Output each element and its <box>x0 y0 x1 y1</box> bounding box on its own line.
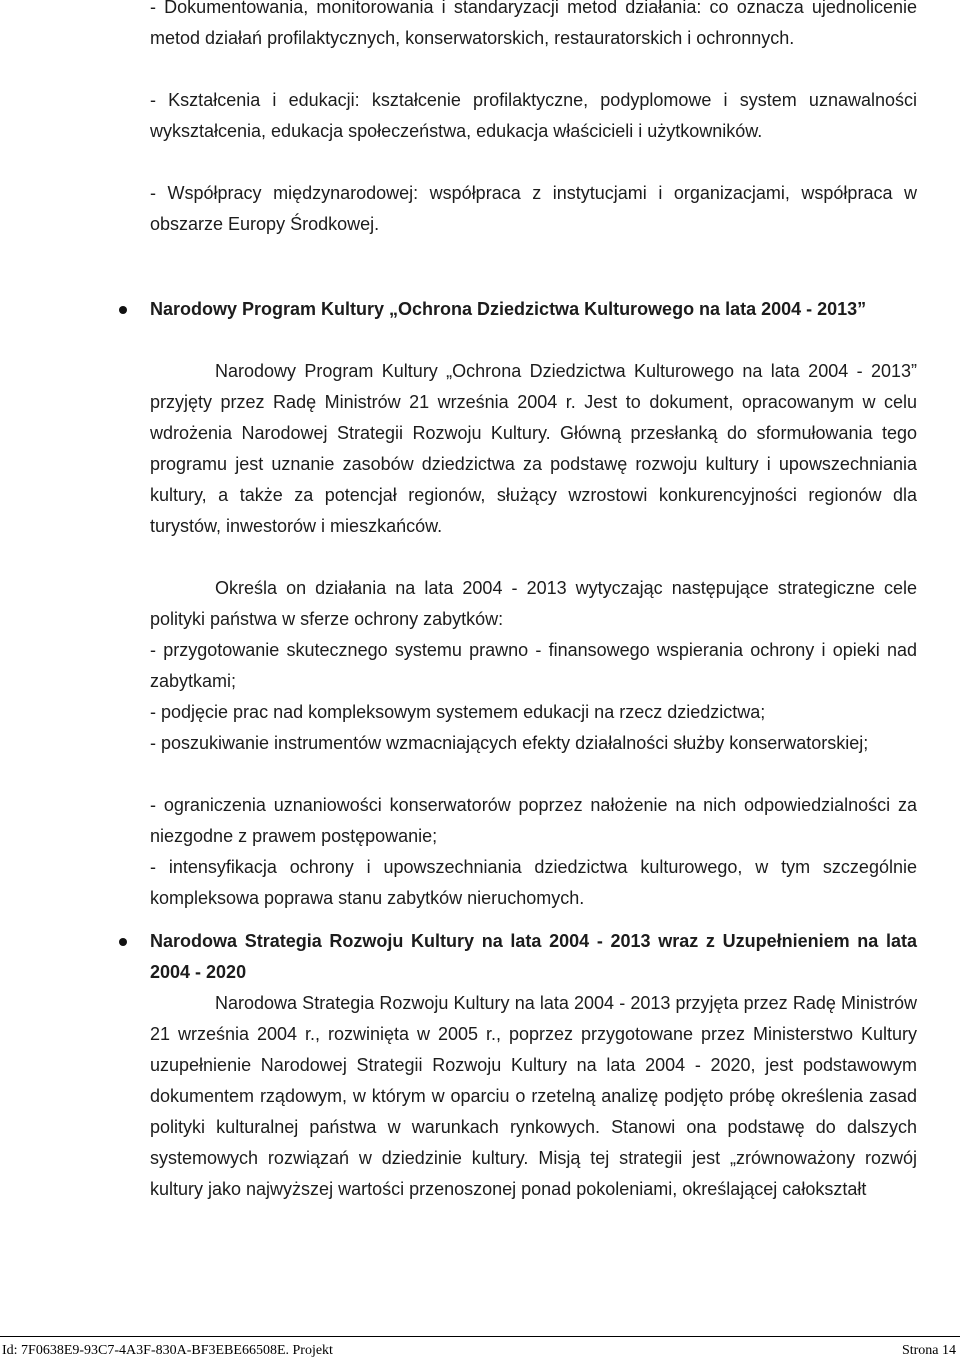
intro-item-cooperation: - Współpracy międzynarodowej: współpraca z instytucjami i organizacjami, współpraca w obszarze Europy Środkowej. <box>150 183 917 234</box>
intro-item-documentation: - Dokumentowania, monitorowania i standaryzacji metod działania: co oznacza ujednolicenie metod działań profilaktycznych, konserwatorskich, restauratorskich i ochronnych. <box>150 0 917 48</box>
section1-goals-intro: Określa on działania na lata 2004 - 2013 wytyczając następujące strategiczne cele polityki państwa w sferze ochrony zabytków: <box>150 578 917 629</box>
footer-divider <box>0 1336 960 1337</box>
footer-document-id: Id: 7F0638E9-93C7-4A3F-830A-BF3EBE66508E. Projekt <box>2 1343 333 1358</box>
bullet-icon <box>119 306 127 314</box>
bullet-icon <box>119 938 127 946</box>
goal-item: - intensyfikacja ochrony i upowszechniania dziedzictwa kulturowego, w tym szczególnie kompleksowa poprawa stanu zabytków nieruchomych. <box>150 857 917 908</box>
intro-item-education: - Kształcenia i edukacji: kształcenie profilaktyczne, podyplomowe i system uznawalności wykształcenia, edukacja społeczeństwa, edukacja właścicieli i użytkowników. <box>150 90 917 141</box>
goal-item: - poszukiwanie instrumentów wzmacniających efekty działalności służby konserwatorskiej; <box>150 733 869 753</box>
section1-heading: Narodowy Program Kultury „Ochrona Dziedzictwa Kulturowego na lata 2004 - 2013” <box>150 299 867 319</box>
section1-intro: Narodowy Program Kultury „Ochrona Dziedzictwa Kulturowego na lata 2004 - 2013” przyjęty przez Radę Ministrów 21 września 2004 r. Jest to dokument, opracowanym w celu wdrożenia Narodowej Strategii Rozwoju Kultury. Główną przesłanką do sformułowania tego programu jest uznanie zasobów dziedzictwa za podstawę rozwoju kultury i upowszechniania kultury, a także za potencjał regionów, służący wzrostowi konkurencyjności regionów dla turystów, inwestorów i mieszkańców. <box>150 361 917 536</box>
section2-heading: Narodowa Strategia Rozwoju Kultury na lata 2004 - 2013 wraz z Uzupełnieniem na lata 2004 - 2020 <box>150 931 917 982</box>
footer-page-number: Strona 14 <box>901 1343 956 1358</box>
goal-item: - ograniczenia uznaniowości konserwatorów poprzez nałożenie na nich odpowiedzialności za niezgodne z prawem postępowanie; <box>150 795 917 846</box>
goal-item: - przygotowanie skutecznego systemu prawno - finansowego wspierania ochrony i opieki nad zabytkami; <box>150 640 917 691</box>
section2-body: Narodowa Strategia Rozwoju Kultury na lata 2004 - 2013 przyjęta przez Radę Ministrów 21 września 2004 r., rozwinięta w 2005 r., poprzez przygotowane przez Ministerstwo Kultury uzupełnienie Narodowej Strategii Rozwoju Kultury na lata 2004 - 2020, jest podstawowym dokumentem rządowym, w którym w oparciu o rzetelną analizę podjęto próbę określenia zasad polityki kulturalnej państwa w warunkach rynkowych. Stanowi ona podstawę do dalszych systemowych rozwiązań w dziedzinie kultury. Misją tej strategii jest „zrównoważony rozwój kultury jako najwyższej wartości przenoszonej ponad pokoleniami, określającej całokształt <box>150 993 917 1199</box>
goal-item: - podjęcie prac nad kompleksowym systemem edukacji na rzecz dziedzictwa; <box>150 702 766 722</box>
